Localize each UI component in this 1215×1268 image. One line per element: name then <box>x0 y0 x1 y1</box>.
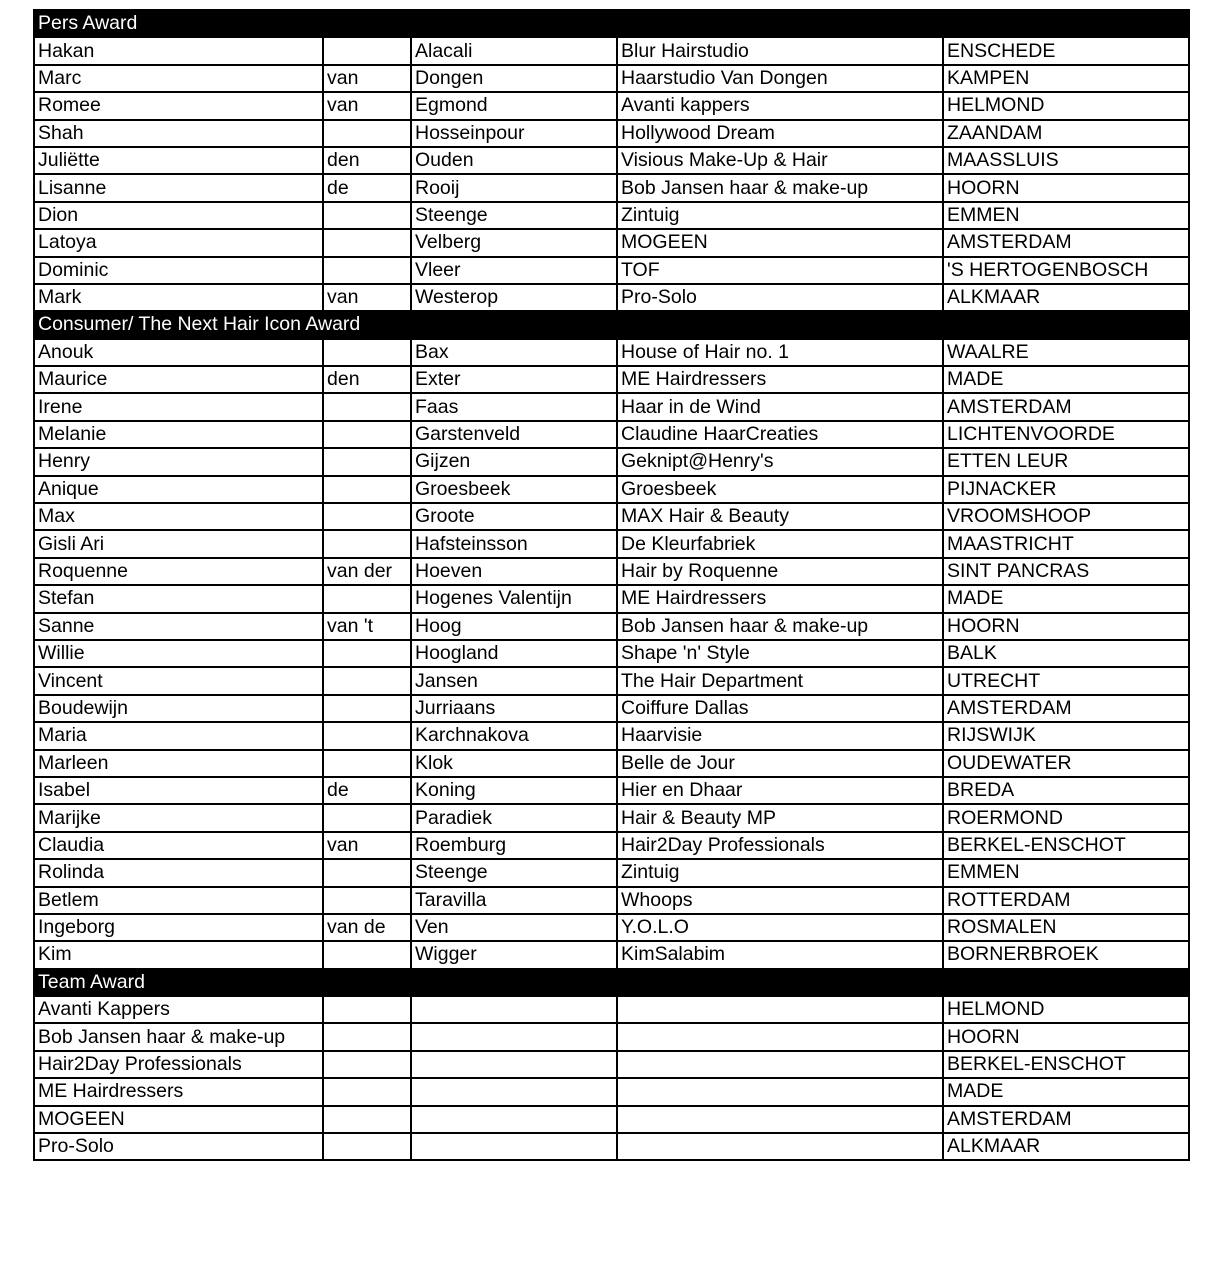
salon-cell: Haar in de Wind <box>617 393 943 420</box>
city-cell: HOORN <box>943 174 1189 201</box>
first-name-cell: Isabel <box>34 777 323 804</box>
name-prefix-cell: van <box>323 832 411 859</box>
salon-cell: De Kleurfabriek <box>617 530 943 557</box>
first-name-cell: Max <box>34 503 323 530</box>
salon-cell: Zintuig <box>617 202 943 229</box>
table-row <box>34 37 1189 64</box>
salon-cell: Bob Jansen haar & make-up <box>617 174 943 201</box>
salon-cell <box>617 1023 943 1050</box>
first-name-cell: Dominic <box>34 257 323 284</box>
table-row <box>34 393 1189 420</box>
table-row <box>34 366 1189 393</box>
salon-cell: Claudine HaarCreaties <box>617 421 943 448</box>
first-name-cell: Melanie <box>34 421 323 448</box>
table-row <box>34 1133 1189 1160</box>
city-cell: HOORN <box>943 1023 1189 1050</box>
last-name-cell: Groote <box>411 503 617 530</box>
nominee-table <box>33 9 1190 1161</box>
name-prefix-cell: de <box>323 777 411 804</box>
section-header-row <box>34 969 1189 996</box>
name-prefix-cell <box>323 339 411 366</box>
city-cell: AMSTERDAM <box>943 393 1189 420</box>
name-prefix-cell: den <box>323 366 411 393</box>
salon-cell: KimSalabim <box>617 941 943 968</box>
table-row <box>34 640 1189 667</box>
city-cell: ROTTERDAM <box>943 887 1189 914</box>
first-name-cell: MOGEEN <box>34 1106 323 1133</box>
salon-cell: Hollywood Dream <box>617 120 943 147</box>
salon-cell: Hier en Dhaar <box>617 777 943 804</box>
salon-cell: The Hair Department <box>617 667 943 694</box>
table-row <box>34 1106 1189 1133</box>
last-name-cell: Vleer <box>411 257 617 284</box>
first-name-cell: Maurice <box>34 366 323 393</box>
name-prefix-cell <box>323 530 411 557</box>
name-prefix-cell: de <box>323 174 411 201</box>
first-name-cell: Anique <box>34 476 323 503</box>
last-name-cell: Hafsteinsson <box>411 530 617 557</box>
name-prefix-cell <box>323 722 411 749</box>
last-name-cell: Wigger <box>411 941 617 968</box>
nominee-sheet <box>33 9 1188 1161</box>
name-prefix-cell <box>323 585 411 612</box>
name-prefix-cell <box>323 1078 411 1105</box>
first-name-cell: Romee <box>34 92 323 119</box>
first-name-cell: Betlem <box>34 887 323 914</box>
last-name-cell: Egmond <box>411 92 617 119</box>
first-name-cell: Boudewijn <box>34 695 323 722</box>
last-name-cell: Jansen <box>411 667 617 694</box>
last-name-cell <box>411 996 617 1023</box>
city-cell: BORNERBROEK <box>943 941 1189 968</box>
city-cell: KAMPEN <box>943 65 1189 92</box>
salon-cell: Belle de Jour <box>617 750 943 777</box>
salon-cell: MAX Hair & Beauty <box>617 503 943 530</box>
first-name-cell: Willie <box>34 640 323 667</box>
first-name-cell: Avanti Kappers <box>34 996 323 1023</box>
table-row <box>34 695 1189 722</box>
table-row <box>34 174 1189 201</box>
salon-cell: Hair & Beauty MP <box>617 804 943 831</box>
city-cell: ENSCHEDE <box>943 37 1189 64</box>
table-row <box>34 941 1189 968</box>
table-row <box>34 530 1189 557</box>
first-name-cell: Marijke <box>34 804 323 831</box>
first-name-cell: Hakan <box>34 37 323 64</box>
salon-cell: ME Hairdressers <box>617 366 943 393</box>
section-title: Team Award <box>34 969 1189 996</box>
name-prefix-cell <box>323 750 411 777</box>
last-name-cell <box>411 1133 617 1160</box>
first-name-cell: Stefan <box>34 585 323 612</box>
last-name-cell: Westerop <box>411 284 617 311</box>
table-body <box>34 10 1189 1160</box>
last-name-cell: Dongen <box>411 65 617 92</box>
name-prefix-cell <box>323 229 411 256</box>
first-name-cell: Lisanne <box>34 174 323 201</box>
name-prefix-cell <box>323 804 411 831</box>
salon-cell <box>617 996 943 1023</box>
salon-cell: Blur Hairstudio <box>617 37 943 64</box>
last-name-cell: Klok <box>411 750 617 777</box>
section-header-row <box>34 311 1189 338</box>
name-prefix-cell: van der <box>323 558 411 585</box>
last-name-cell: Koning <box>411 777 617 804</box>
city-cell: EMMEN <box>943 202 1189 229</box>
last-name-cell <box>411 1078 617 1105</box>
last-name-cell: Hoeven <box>411 558 617 585</box>
last-name-cell: Groesbeek <box>411 476 617 503</box>
last-name-cell: Hoogland <box>411 640 617 667</box>
city-cell: AMSTERDAM <box>943 1106 1189 1133</box>
salon-cell: Y.O.L.O <box>617 914 943 941</box>
name-prefix-cell <box>323 667 411 694</box>
salon-cell: Geknipt@Henry's <box>617 448 943 475</box>
name-prefix-cell <box>323 1106 411 1133</box>
last-name-cell: Roemburg <box>411 832 617 859</box>
first-name-cell: Pro-Solo <box>34 1133 323 1160</box>
first-name-cell: Shah <box>34 120 323 147</box>
city-cell: OUDEWATER <box>943 750 1189 777</box>
name-prefix-cell <box>323 941 411 968</box>
city-cell: BALK <box>943 640 1189 667</box>
city-cell: LICHTENVOORDE <box>943 421 1189 448</box>
salon-cell: TOF <box>617 257 943 284</box>
city-cell: UTRECHT <box>943 667 1189 694</box>
table-row <box>34 996 1189 1023</box>
table-row <box>34 750 1189 777</box>
city-cell: ROERMOND <box>943 804 1189 831</box>
table-row <box>34 503 1189 530</box>
table-row <box>34 722 1189 749</box>
first-name-cell: Irene <box>34 393 323 420</box>
salon-cell: MOGEEN <box>617 229 943 256</box>
salon-cell: Visious Make-Up & Hair <box>617 147 943 174</box>
first-name-cell: Claudia <box>34 832 323 859</box>
last-name-cell <box>411 1106 617 1133</box>
name-prefix-cell <box>323 640 411 667</box>
name-prefix-cell <box>323 37 411 64</box>
first-name-cell: Latoya <box>34 229 323 256</box>
first-name-cell: Marc <box>34 65 323 92</box>
first-name-cell: Ingeborg <box>34 914 323 941</box>
name-prefix-cell: van de <box>323 914 411 941</box>
city-cell: VROOMSHOOP <box>943 503 1189 530</box>
last-name-cell <box>411 1051 617 1078</box>
salon-cell: Haarstudio Van Dongen <box>617 65 943 92</box>
first-name-cell: Dion <box>34 202 323 229</box>
name-prefix-cell <box>323 1051 411 1078</box>
table-row <box>34 284 1189 311</box>
salon-cell <box>617 1133 943 1160</box>
salon-cell <box>617 1051 943 1078</box>
salon-cell: Pro-Solo <box>617 284 943 311</box>
first-name-cell: Roquenne <box>34 558 323 585</box>
first-name-cell: Maria <box>34 722 323 749</box>
salon-cell <box>617 1106 943 1133</box>
city-cell: BERKEL-ENSCHOT <box>943 1051 1189 1078</box>
table-row <box>34 92 1189 119</box>
salon-cell: Zintuig <box>617 859 943 886</box>
city-cell: MADE <box>943 1078 1189 1105</box>
name-prefix-cell: den <box>323 147 411 174</box>
salon-cell: Hair2Day Professionals <box>617 832 943 859</box>
last-name-cell: Hoog <box>411 613 617 640</box>
table-row <box>34 914 1189 941</box>
salon-cell: Bob Jansen haar & make-up <box>617 613 943 640</box>
city-cell: RIJSWIJK <box>943 722 1189 749</box>
name-prefix-cell <box>323 448 411 475</box>
last-name-cell <box>411 1023 617 1050</box>
city-cell: WAALRE <box>943 339 1189 366</box>
last-name-cell: Rooij <box>411 174 617 201</box>
last-name-cell: Steenge <box>411 202 617 229</box>
first-name-cell: Juliëtte <box>34 147 323 174</box>
table-row <box>34 558 1189 585</box>
salon-cell: Haarvisie <box>617 722 943 749</box>
city-cell: ETTEN LEUR <box>943 448 1189 475</box>
name-prefix-cell: van <box>323 65 411 92</box>
last-name-cell: Faas <box>411 393 617 420</box>
name-prefix-cell <box>323 503 411 530</box>
first-name-cell: Vincent <box>34 667 323 694</box>
first-name-cell: Rolinda <box>34 859 323 886</box>
salon-cell: ME Hairdressers <box>617 585 943 612</box>
last-name-cell: Steenge <box>411 859 617 886</box>
last-name-cell: Hogenes Valentijn <box>411 585 617 612</box>
city-cell: PIJNACKER <box>943 476 1189 503</box>
name-prefix-cell <box>323 695 411 722</box>
last-name-cell: Hosseinpour <box>411 120 617 147</box>
table-row <box>34 804 1189 831</box>
first-name-cell: Bob Jansen haar & make-up <box>34 1023 323 1050</box>
name-prefix-cell: van <box>323 284 411 311</box>
first-name-cell: Mark <box>34 284 323 311</box>
salon-cell <box>617 1078 943 1105</box>
last-name-cell: Alacali <box>411 37 617 64</box>
table-row <box>34 1078 1189 1105</box>
first-name-cell: Sanne <box>34 613 323 640</box>
city-cell: ROSMALEN <box>943 914 1189 941</box>
name-prefix-cell: van 't <box>323 613 411 640</box>
city-cell: HELMOND <box>943 92 1189 119</box>
city-cell: BREDA <box>943 777 1189 804</box>
last-name-cell: Velberg <box>411 229 617 256</box>
salon-cell: Shape 'n' Style <box>617 640 943 667</box>
table-row <box>34 421 1189 448</box>
last-name-cell: Jurriaans <box>411 695 617 722</box>
name-prefix-cell <box>323 476 411 503</box>
table-row <box>34 202 1189 229</box>
table-row <box>34 229 1189 256</box>
salon-cell: Avanti kappers <box>617 92 943 119</box>
salon-cell: Groesbeek <box>617 476 943 503</box>
city-cell: AMSTERDAM <box>943 229 1189 256</box>
city-cell: MADE <box>943 366 1189 393</box>
last-name-cell: Garstenveld <box>411 421 617 448</box>
city-cell: ALKMAAR <box>943 284 1189 311</box>
section-title: Consumer/ The Next Hair Icon Award <box>34 311 1189 338</box>
salon-cell: Coiffure Dallas <box>617 695 943 722</box>
city-cell: ZAANDAM <box>943 120 1189 147</box>
table-row <box>34 1051 1189 1078</box>
last-name-cell: Exter <box>411 366 617 393</box>
table-row <box>34 448 1189 475</box>
first-name-cell: Anouk <box>34 339 323 366</box>
name-prefix-cell <box>323 1023 411 1050</box>
name-prefix-cell <box>323 996 411 1023</box>
last-name-cell: Paradiek <box>411 804 617 831</box>
table-row <box>34 777 1189 804</box>
table-row <box>34 613 1189 640</box>
table-row <box>34 147 1189 174</box>
salon-cell: Hair by Roquenne <box>617 558 943 585</box>
city-cell: SINT PANCRAS <box>943 558 1189 585</box>
salon-cell: Whoops <box>617 887 943 914</box>
city-cell: BERKEL-ENSCHOT <box>943 832 1189 859</box>
table-row <box>34 120 1189 147</box>
name-prefix-cell <box>323 1133 411 1160</box>
city-cell: AMSTERDAM <box>943 695 1189 722</box>
table-row <box>34 887 1189 914</box>
section-header-row <box>34 10 1189 37</box>
table-row <box>34 339 1189 366</box>
city-cell: MAASTRICHT <box>943 530 1189 557</box>
city-cell: 'S HERTOGENBOSCH <box>943 257 1189 284</box>
table-row <box>34 859 1189 886</box>
table-row <box>34 476 1189 503</box>
table-row <box>34 585 1189 612</box>
city-cell: HELMOND <box>943 996 1189 1023</box>
last-name-cell: Bax <box>411 339 617 366</box>
first-name-cell: Hair2Day Professionals <box>34 1051 323 1078</box>
name-prefix-cell: van <box>323 92 411 119</box>
first-name-cell: Marleen <box>34 750 323 777</box>
city-cell: EMMEN <box>943 859 1189 886</box>
last-name-cell: Taravilla <box>411 887 617 914</box>
table-row <box>34 832 1189 859</box>
first-name-cell: ME Hairdressers <box>34 1078 323 1105</box>
first-name-cell: Kim <box>34 941 323 968</box>
name-prefix-cell <box>323 393 411 420</box>
table-row <box>34 667 1189 694</box>
city-cell: MADE <box>943 585 1189 612</box>
table-row <box>34 1023 1189 1050</box>
city-cell: HOORN <box>943 613 1189 640</box>
first-name-cell: Henry <box>34 448 323 475</box>
name-prefix-cell <box>323 421 411 448</box>
name-prefix-cell <box>323 887 411 914</box>
last-name-cell: Karchnakova <box>411 722 617 749</box>
name-prefix-cell <box>323 859 411 886</box>
last-name-cell: Gijzen <box>411 448 617 475</box>
name-prefix-cell <box>323 120 411 147</box>
name-prefix-cell <box>323 202 411 229</box>
table-row <box>34 257 1189 284</box>
table-row <box>34 65 1189 92</box>
last-name-cell: Ven <box>411 914 617 941</box>
city-cell: MAASSLUIS <box>943 147 1189 174</box>
city-cell: ALKMAAR <box>943 1133 1189 1160</box>
salon-cell: House of Hair no. 1 <box>617 339 943 366</box>
first-name-cell: Gisli Ari <box>34 530 323 557</box>
last-name-cell: Ouden <box>411 147 617 174</box>
section-title: Pers Award <box>34 10 1189 37</box>
name-prefix-cell <box>323 257 411 284</box>
